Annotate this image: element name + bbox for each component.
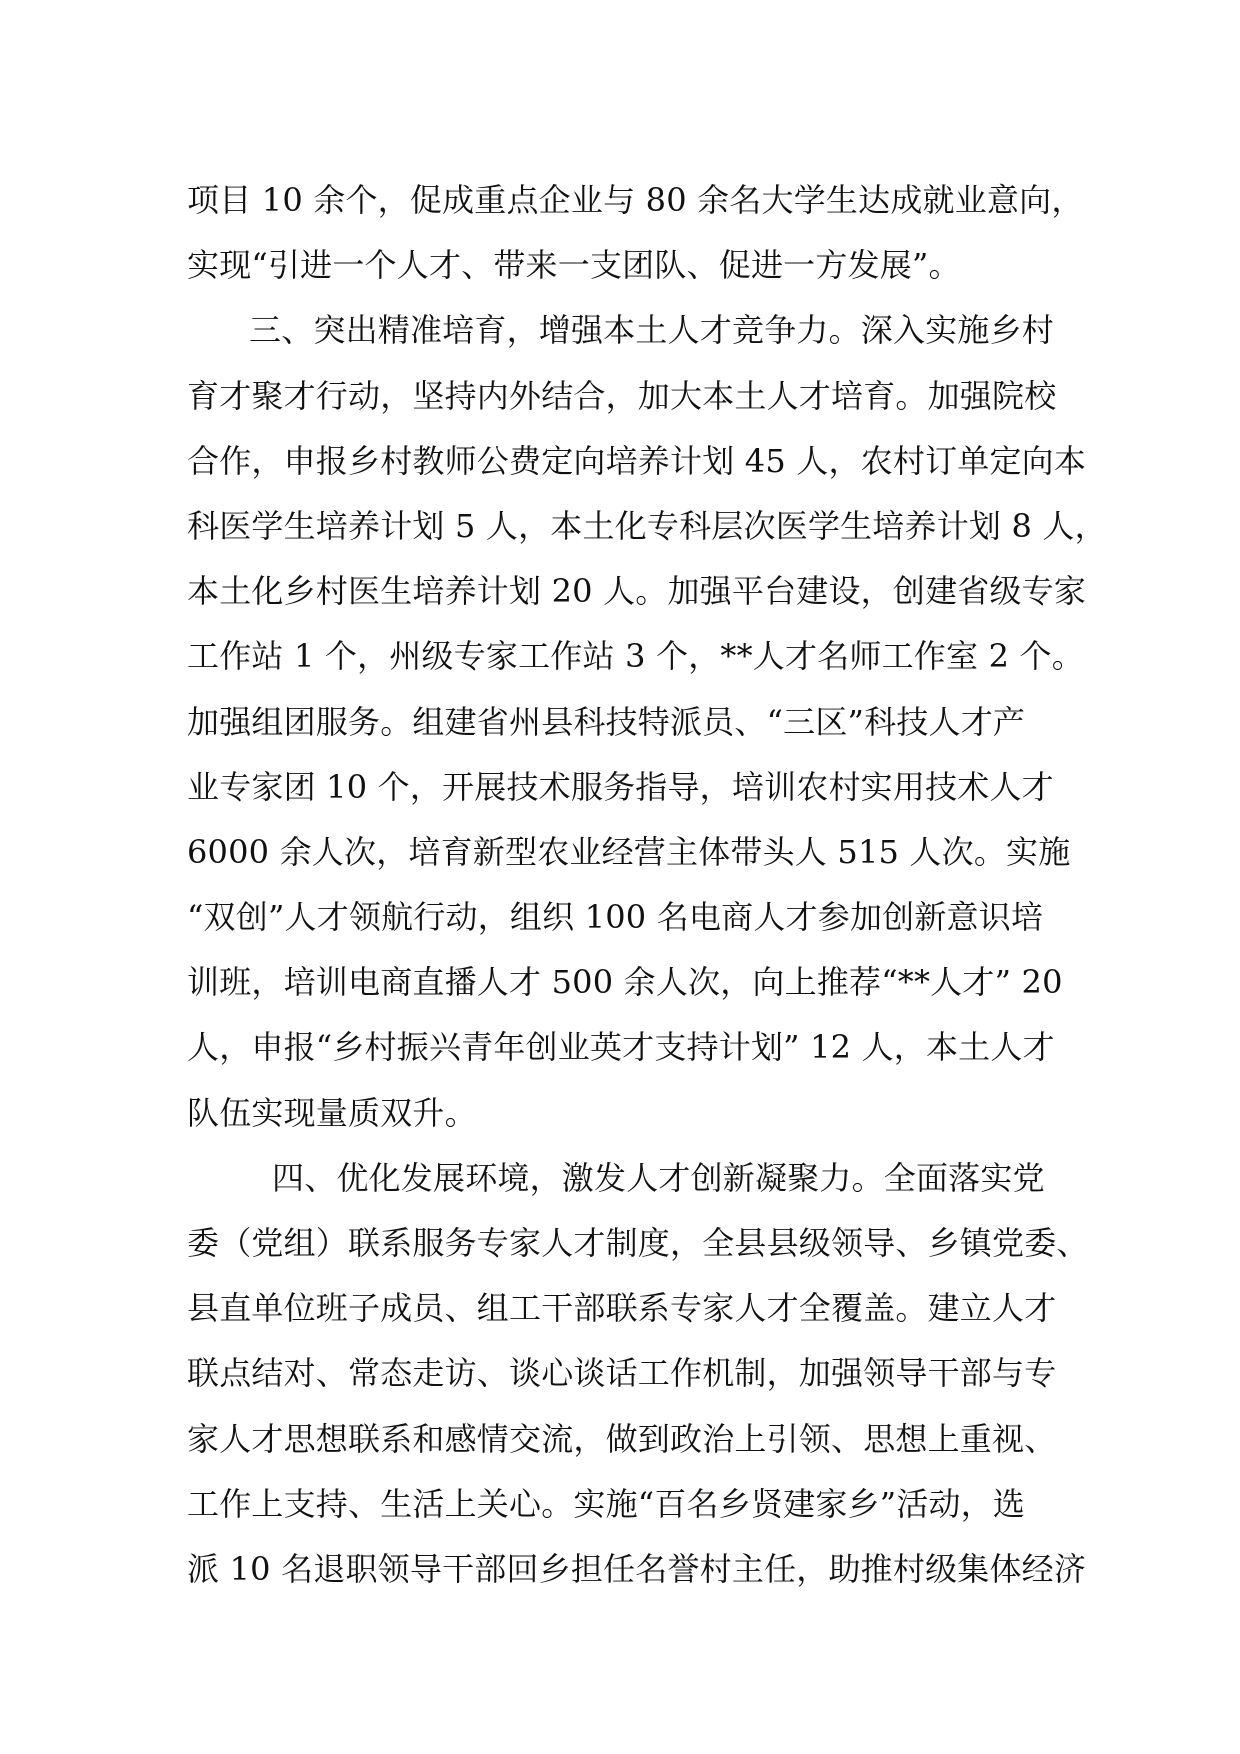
text-line: 育才聚才行动，坚持内外结合，加大本土人才培育。加强院校	[187, 376, 1057, 415]
section-heading-line: 三、突出精准培育，增强本土人才竞争力。深入实施乡村	[249, 311, 1055, 350]
body-text	[187, 168, 1107, 1602]
text-line: 合作，申报乡村教师公费定向培养计划 45 人，农村订单定向本	[187, 441, 1087, 480]
text-line: 科医学生培养计划 5 人，本土化专科层次医学生培养计划 8 人，	[187, 506, 1107, 545]
text-line: 委（党组）联系服务专家人才制度，全县县级领导、乡镇党委、	[187, 1224, 1089, 1262]
text-line: 6000 余人次，培育新型农业经营主体带头人 515 人次。实施	[187, 832, 1071, 871]
text-line: 训班，培训电商直播人才 500 余人次，向上推荐“**人才” 20	[187, 963, 1063, 1002]
text-line: “双创”人才领航行动，组织 100 名电商人才参加创新意识培	[187, 898, 1044, 937]
text-line: 派 10 名退职领导干部回乡担任名誉村主任，助推村级集体经济	[187, 1549, 1087, 1588]
text-line: 家人才思想联系和感情交流，做到政治上引领、思想上重视、	[187, 1419, 1057, 1458]
text-line: 加强组团服务。组建省州县科技特派员、“三区”科技人才产	[187, 702, 1026, 741]
text-line: 实现“引进一个人才、带来一支团队、促进一方发展”。	[187, 246, 961, 285]
text-line: 队伍实现量质双升。	[187, 1093, 477, 1132]
text-line: 人，申报“乡村振兴青年创业英才支持计划” 12 人，本土人才	[187, 1028, 1055, 1067]
text-line: 项目 10 余个，促成重点企业与 80 余名大学生达成就业意向，	[187, 181, 1084, 219]
text-line: 联点结对、常态走访、谈心谈话工作机制，加强领导干部与专	[187, 1354, 1057, 1393]
text-line: 本土化乡村医生培养计划 20 人。加强平台建设，创建省级专家	[187, 572, 1087, 611]
text-line: 县直单位班子成员、组工干部联系专家人才全覆盖。建立人才	[187, 1289, 1057, 1328]
text-line: 业专家团 10 个，开展技术服务指导，培训农村实用技术人才	[187, 767, 1054, 806]
section-heading-line: 四、优化发展环境，激发人才创新凝聚力。全面落实党	[272, 1158, 1045, 1197]
text-line: 工作上支持、生活上关心。实施“百名乡贤建家乡”活动，选	[187, 1484, 1026, 1523]
text-line: 工作站 1 个，州级专家工作站 3 个，**人才名师工作室 2 个。	[187, 637, 1084, 676]
